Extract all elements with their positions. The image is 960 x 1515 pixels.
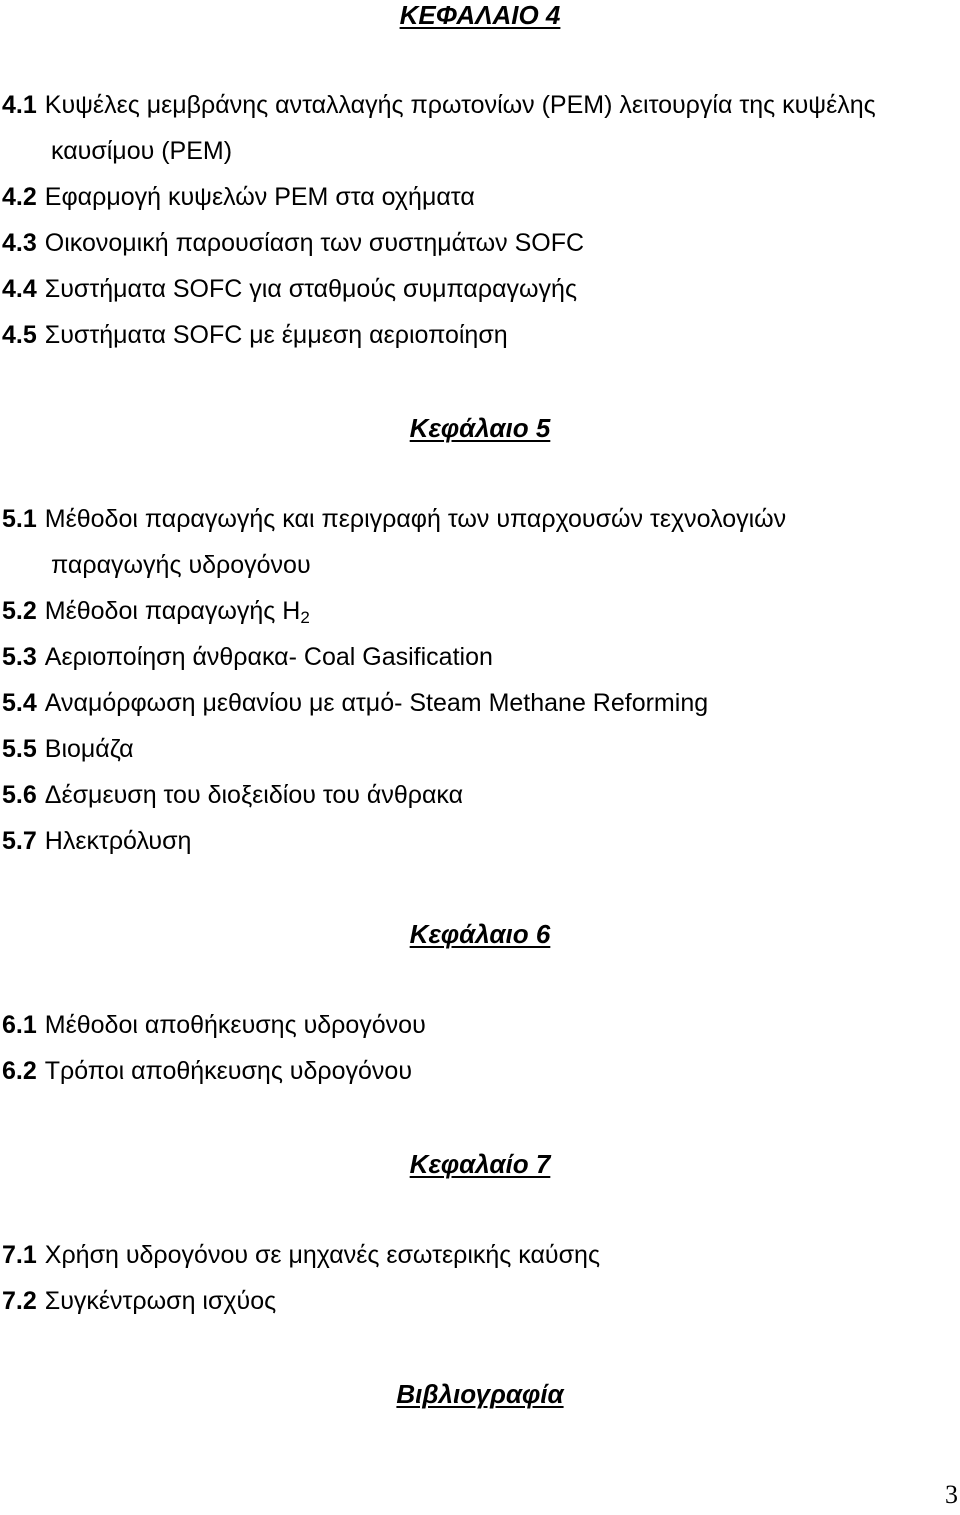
toc-entry-number: 5.6 <box>2 781 37 809</box>
toc-entry-number: 7.1 <box>2 1241 37 1269</box>
toc-entry-title: Μέθοδοι αποθήκευσης υδρογόνου <box>44 1011 426 1039</box>
toc-entry-7-1 <box>2 1240 600 1270</box>
chapter-6-heading: Κεφάλαιο 6 <box>409 919 551 949</box>
toc-entry-5-3 <box>2 642 493 672</box>
toc-entry-number: 5.2 <box>2 597 37 625</box>
toc-entry-number: 4.3 <box>2 229 37 257</box>
toc-entry-5-6 <box>2 780 463 810</box>
toc-entry-5-4 <box>2 688 708 718</box>
toc-entry-7-2 <box>2 1286 276 1316</box>
toc-entry-title: Χρήση υδρογόνου σε μηχανές εσωτερικής καύσης <box>44 1241 600 1269</box>
toc-entry-number: 4.1 <box>2 91 37 119</box>
toc-entry-number: 5.3 <box>2 643 37 671</box>
toc-entry-title: Δέσμευση του διοξειδίου του άνθρακα <box>44 781 464 809</box>
toc-entry-5-7 <box>2 826 191 856</box>
subscript: 2 <box>300 608 310 627</box>
toc-entry-4-3 <box>2 228 584 258</box>
chapter-4-heading: ΚΕΦΑΛΑΙΟ 4 <box>399 0 561 30</box>
toc-entry-title: Αναμόρφωση μεθανίου με ατμό- Steam Methane Reforming <box>44 689 709 717</box>
toc-entry-4-4 <box>2 274 577 304</box>
toc-entry-number: 4.5 <box>2 321 37 349</box>
toc-entry-title: Ηλεκτρόλυση <box>44 827 192 855</box>
toc-entry-title: Μέθοδοι παραγωγής Η <box>44 597 301 625</box>
toc-entry-title: Βιομάζα <box>44 735 134 763</box>
toc-entry-5-1-continuation: παραγωγής υδρογόνου <box>51 551 311 579</box>
toc-entry-number: 7.2 <box>2 1287 37 1315</box>
toc-entry-6-2 <box>2 1056 412 1086</box>
toc-entry-6-1 <box>2 1010 426 1040</box>
toc-entry-5-2 <box>2 596 310 633</box>
bibliography-heading: Βιβλιογραφία <box>396 1379 564 1409</box>
toc-entry-4-1-continuation: καυσίμου (PEM) <box>51 137 233 165</box>
toc-entry-4-2 <box>2 182 475 212</box>
toc-entry-4-5 <box>2 320 508 350</box>
toc-entry-number: 5.4 <box>2 689 37 717</box>
chapter-5-heading: Κεφάλαιο 5 <box>409 413 551 443</box>
toc-entry-title: Εφαρμογή κυψελών PEM στα οχήματα <box>44 183 475 211</box>
toc-entry-title: Αεριοποίηση άνθρακα- Coal Gasification <box>44 643 493 671</box>
toc-entry-5-5 <box>2 734 134 764</box>
toc-entry-number: 5.7 <box>2 827 37 855</box>
toc-entry-number: 6.1 <box>2 1011 37 1039</box>
chapter-7-heading: Κεφαλαίο 7 <box>409 1149 551 1179</box>
toc-entry-title: Συστήματα SOFC για σταθμούς συμπαραγωγής <box>44 275 578 303</box>
toc-entry-title: Συστήματα SOFC με έμμεση αεριοποίηση <box>44 321 508 349</box>
toc-entry-title: Κυψέλες μεμβράνης ανταλλαγής πρωτονίων (PEM) λειτουργία της κυψέλης <box>44 91 876 119</box>
toc-entry-number: 4.4 <box>2 275 37 303</box>
toc-entry-title: Μέθοδοι παραγωγής και περιγραφή των υπαρχουσών τεχνολογιών <box>44 505 787 533</box>
toc-entry-title: Τρόποι αποθήκευσης υδρογόνου <box>44 1057 413 1085</box>
toc-entry-5-1 <box>2 504 786 534</box>
toc-entry-number: 5.5 <box>2 735 37 763</box>
toc-entry-title: Συγκέντρωση ισχύος <box>44 1287 277 1315</box>
toc-entry-number: 4.2 <box>2 183 37 211</box>
page-number: 3 <box>945 1480 958 1509</box>
toc-entry-number: 5.1 <box>2 505 37 533</box>
toc-entry-4-1 <box>2 90 876 120</box>
toc-entry-number: 6.2 <box>2 1057 37 1085</box>
toc-entry-title: Οικονομική παρουσίαση των συστημάτων SOFC <box>44 229 585 257</box>
